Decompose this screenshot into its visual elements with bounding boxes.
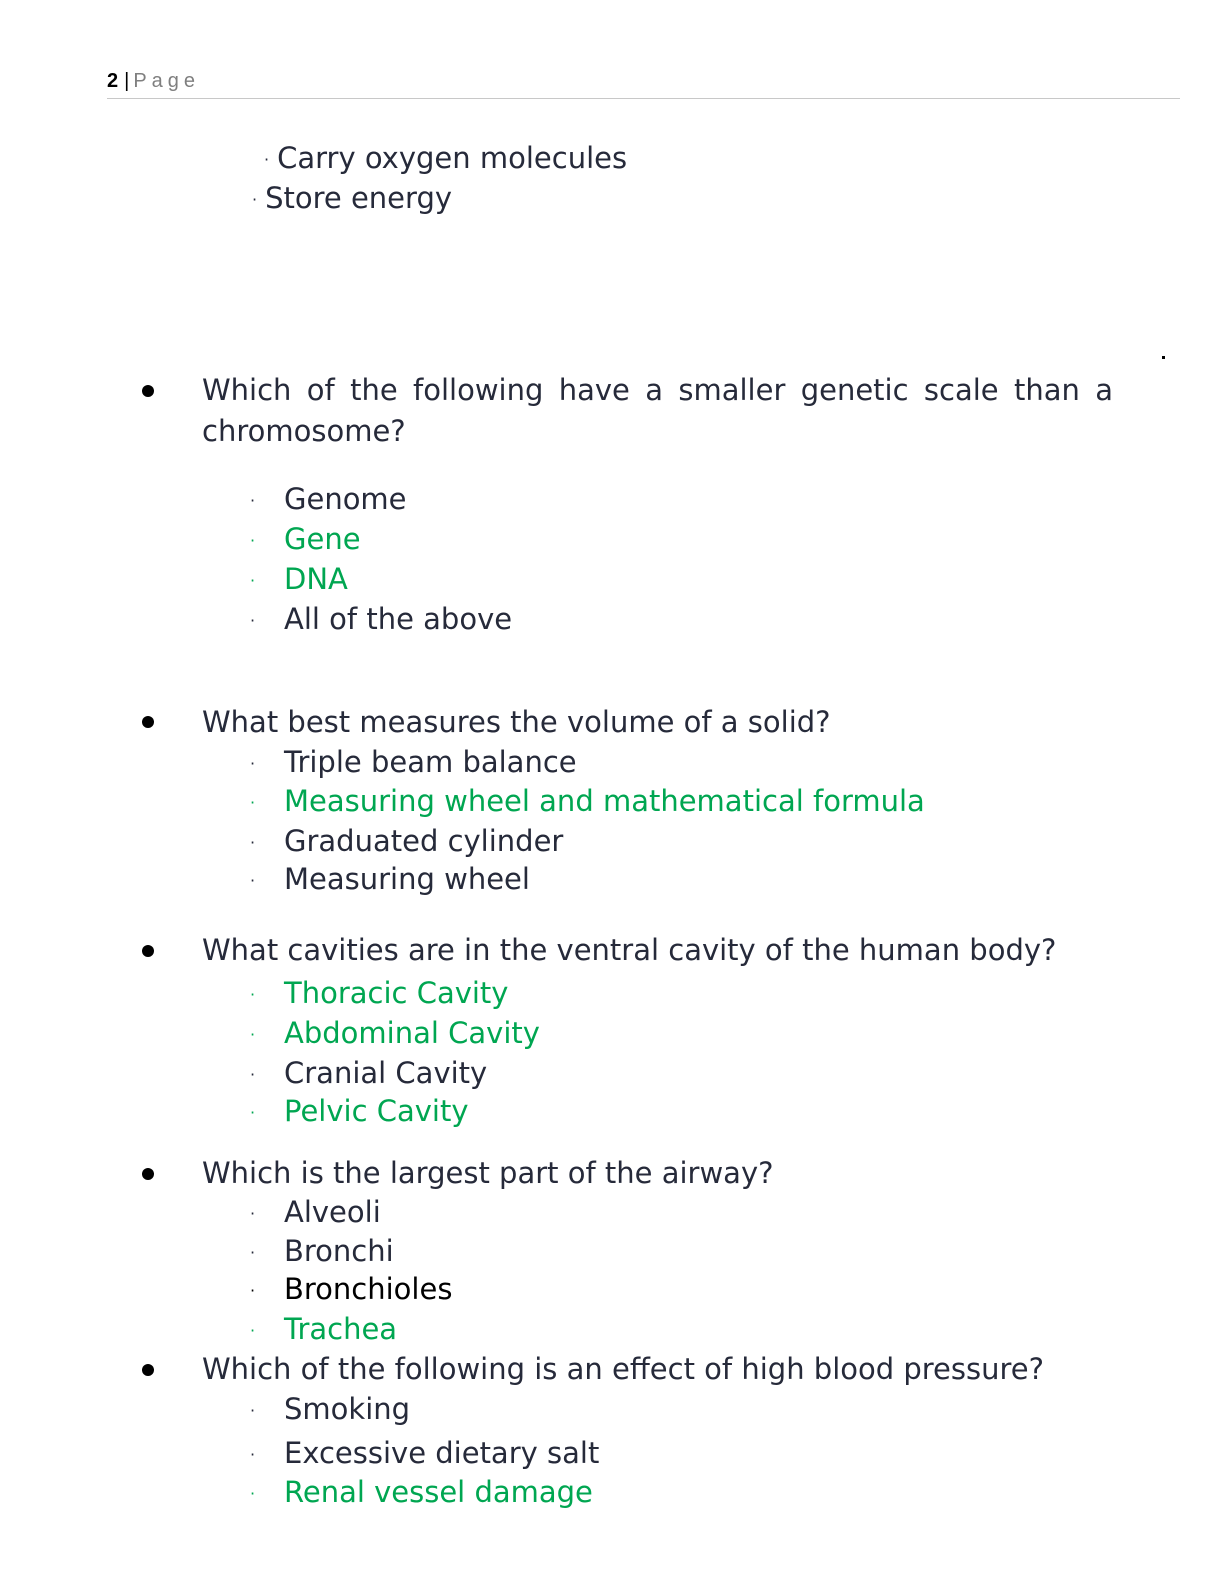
option-item — [250, 744, 577, 782]
option-item — [250, 1391, 410, 1429]
option-text: Cranial Cavity — [284, 1056, 488, 1090]
bullet-dot-icon: · — [250, 1445, 256, 1464]
question-bullet-icon — [140, 1166, 158, 1184]
question-text: Which of the following have a smaller genetic scale than a chromosome? — [202, 373, 1113, 448]
bullet-dot-icon: · — [250, 833, 256, 852]
option-item-correct — [250, 1015, 540, 1053]
bullet-dot-icon: · — [250, 1484, 256, 1503]
bullet-dot-icon: · — [250, 611, 256, 630]
stray-mark — [1162, 356, 1165, 359]
option-item-correct — [250, 1311, 397, 1349]
bullet-dot-icon: · — [250, 491, 256, 510]
option-item-correct — [250, 561, 348, 599]
question-bullet-icon — [140, 1362, 158, 1380]
option-text: Measuring wheel and mathematical formula — [284, 784, 925, 818]
bullet-dot-icon: · — [250, 1103, 256, 1122]
option-text: Store energy — [265, 181, 453, 215]
bullet-dot-icon: · — [250, 754, 256, 773]
question-bullet-icon — [140, 943, 158, 961]
option-item — [250, 1194, 381, 1232]
option-text: Thoracic Cavity — [284, 976, 509, 1010]
option-item-correct — [250, 1093, 469, 1131]
question-bullet-icon — [140, 383, 158, 401]
bullet-dot-icon: · — [250, 1065, 256, 1084]
bullet-dot-icon: · — [250, 1281, 256, 1300]
option-text: Triple beam balance — [284, 745, 577, 779]
option-item — [250, 823, 563, 861]
option-item — [250, 1055, 487, 1093]
bullet-dot-icon: · — [250, 985, 256, 1004]
option-item — [250, 481, 407, 519]
option-item — [250, 1435, 599, 1473]
option-text: Abdominal Cavity — [284, 1016, 540, 1050]
option-text: Genome — [284, 482, 407, 516]
bullet-dot-icon: · — [250, 1204, 256, 1223]
option-text: Excessive dietary salt — [284, 1436, 600, 1470]
option-text: Measuring wheel — [284, 862, 530, 896]
list-item — [264, 140, 627, 178]
bullet-dot-icon: · — [250, 871, 256, 890]
option-text: Trachea — [284, 1312, 398, 1346]
bullet-dot-icon: · — [250, 1321, 256, 1340]
question-text: What cavities are in the ventral cavity of the human body? — [202, 933, 1057, 967]
option-text: Smoking — [284, 1392, 411, 1426]
question-text: Which is the largest part of the airway? — [202, 1156, 774, 1190]
bullet-dot-icon: · — [250, 571, 256, 590]
page-separator: | — [124, 70, 130, 92]
option-item — [250, 1233, 394, 1271]
bullet-dot-icon: · — [264, 150, 270, 169]
option-text: Bronchioles — [284, 1272, 453, 1306]
option-text: Pelvic Cavity — [284, 1094, 469, 1128]
option-text: Gene — [284, 522, 361, 556]
page-number: 2 — [107, 70, 119, 92]
bullet-dot-icon: · — [252, 190, 258, 209]
question-bullet-icon — [140, 714, 158, 732]
page-label: Page — [133, 70, 201, 92]
option-text: Bronchi — [284, 1234, 394, 1268]
bullet-dot-icon: · — [250, 793, 256, 812]
option-item-correct — [250, 521, 361, 559]
bullet-dot-icon: · — [250, 1025, 256, 1044]
bullet-dot-icon: · — [250, 531, 256, 550]
page-header — [107, 70, 1180, 99]
option-item-correct — [250, 1474, 593, 1512]
option-text: Carry oxygen molecules — [277, 141, 628, 175]
option-text: Graduated cylinder — [284, 824, 564, 858]
question-text: What best measures the volume of a solid? — [202, 705, 831, 739]
list-item — [252, 180, 452, 218]
option-item-correct — [250, 783, 925, 821]
option-text: DNA — [284, 562, 348, 596]
option-item-correct — [250, 975, 508, 1013]
bullet-dot-icon: · — [250, 1401, 256, 1420]
option-text: Alveoli — [284, 1195, 381, 1229]
question-text: Which of the following is an effect of high blood pressure? — [202, 1352, 1045, 1386]
option-text: Renal vessel damage — [284, 1475, 593, 1509]
bullet-dot-icon: · — [250, 1243, 256, 1262]
option-text: All of the above — [284, 602, 513, 636]
option-item — [250, 601, 512, 639]
option-item — [250, 1271, 452, 1309]
option-item — [250, 861, 530, 899]
